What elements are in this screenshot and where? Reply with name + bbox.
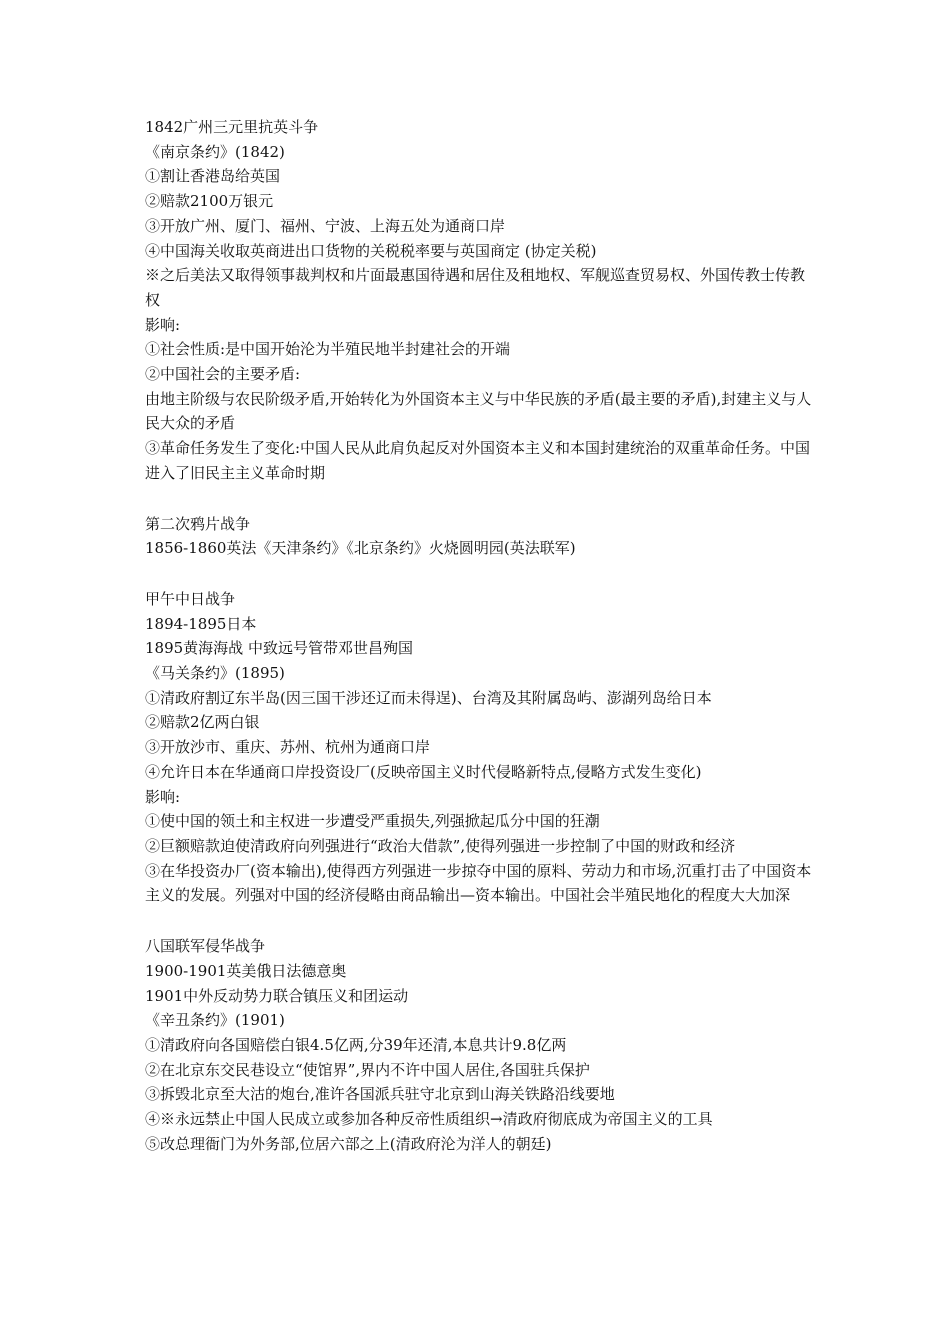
text-line: ②中国社会的主要矛盾: <box>145 365 301 384</box>
section-first-opium-war <box>145 115 815 486</box>
text-line: ③开放沙市、重庆、苏州、杭州为通商口岸 <box>145 738 431 757</box>
text-line: 1895黄海海战 中致远号管带邓世昌殉国 <box>145 639 413 658</box>
text-line: 1900-1901英美俄日法德意奥 <box>145 961 347 980</box>
text-line: 影响: <box>145 315 181 334</box>
text-line: ※之后美法又取得领事裁判权和片面最惠国待遇和居住及租地权、军舰巡查贸易权、外国传教士传教权 <box>145 266 806 309</box>
text-line: 影响: <box>145 787 181 806</box>
text-line: ③拆毁北京至大沽的炮台,准许各国派兵驻守北京到山海关铁路沿线要地 <box>145 1085 615 1104</box>
text-line: ①使中国的领土和主权进一步遭受严重损失,列强掀起瓜分中国的狂潮 <box>145 812 600 831</box>
text-line: ④允许日本在华通商口岸投资设厂(反映帝国主义时代侵略新特点,侵略方式发生变化) <box>145 762 702 781</box>
text-line: ④中国海关收取英商进出口货物的关税税率要与英国商定 (协定关税) <box>145 241 597 260</box>
text-line: ①社会性质:是中国开始沦为半殖民地半封建社会的开端 <box>145 340 511 359</box>
text-line: 由地主阶级与农民阶级矛盾,开始转化为外国资本主义与中华民族的矛盾(最主要的矛盾),封建主义与人民大众的矛盾 <box>145 389 812 433</box>
text-line: ③革命任务发生了变化:中国人民从此肩负起反对外国资本主义和本国封建统治的双重革命任务。中国进入了旧民主主义革命时期 <box>145 439 811 482</box>
text-line: 八国联军侵华战争 <box>145 937 266 956</box>
text-line: ①清政府割辽东半岛(因三国干涉还辽而未得逞)、台湾及其附属岛屿、澎湖列岛给日本 <box>145 688 712 707</box>
text-line: 第二次鸦片战争 <box>145 514 251 533</box>
text-line: ②在北京东交民巷设立“使馆界”,界内不许中国人居住,各国驻兵保护 <box>145 1060 590 1079</box>
text-line: ⑤改总理衙门为外务部,位居六部之上(清政府沦为洋人的朝廷) <box>145 1134 552 1153</box>
section-second-opium-war <box>145 512 815 561</box>
text-line: 1901中外反动势力联合镇压义和团运动 <box>145 986 409 1005</box>
text-line: ③开放广州、厦门、福州、宁波、上海五处为通商口岸 <box>145 216 506 235</box>
text-line: 1894-1895日本 <box>145 614 257 633</box>
text-line: 甲午中日战争 <box>145 589 236 608</box>
section-sino-japanese-war <box>145 587 815 908</box>
document-page <box>145 115 815 1182</box>
text-line: 《南京条约》(1842) <box>145 142 285 161</box>
text-line: ②赔款2100万银元 <box>145 192 274 211</box>
text-line: ①清政府向各国赔偿白银4.5亿两,分39年还清,本息共计9.8亿两 <box>145 1035 567 1054</box>
text-line: 《辛丑条约》(1901) <box>145 1011 285 1030</box>
text-line: 1856-1860英法《天津条约》《北京条约》火烧圆明园(英法联军) <box>145 539 576 558</box>
text-line: ③在华投资办厂(资本输出),使得西方列强进一步掠夺中国的原料、劳动力和市场,沉重打击了中国资本主义的发展。列强对中国的经济侵略由商品输出—资本输出。中国社会半殖民地化的程度大大加深 <box>145 861 812 905</box>
text-line: ②赔款2亿两白银 <box>145 713 260 732</box>
text-line: ④※永远禁止中国人民成立或参加各种反帝性质组织→清政府彻底成为帝国主义的工具 <box>145 1110 713 1129</box>
text-line: 《马关条约》(1895) <box>145 664 285 683</box>
text-line: ②巨额赔款迫使清政府向列强进行“政治大借款”,使得列强进一步控制了中国的财政和经济 <box>145 836 736 855</box>
text-line: 1842广州三元里抗英斗争 <box>145 118 319 136</box>
text-line: ①割让香港岛给英国 <box>145 167 281 186</box>
section-eight-nation-alliance <box>145 934 815 1156</box>
